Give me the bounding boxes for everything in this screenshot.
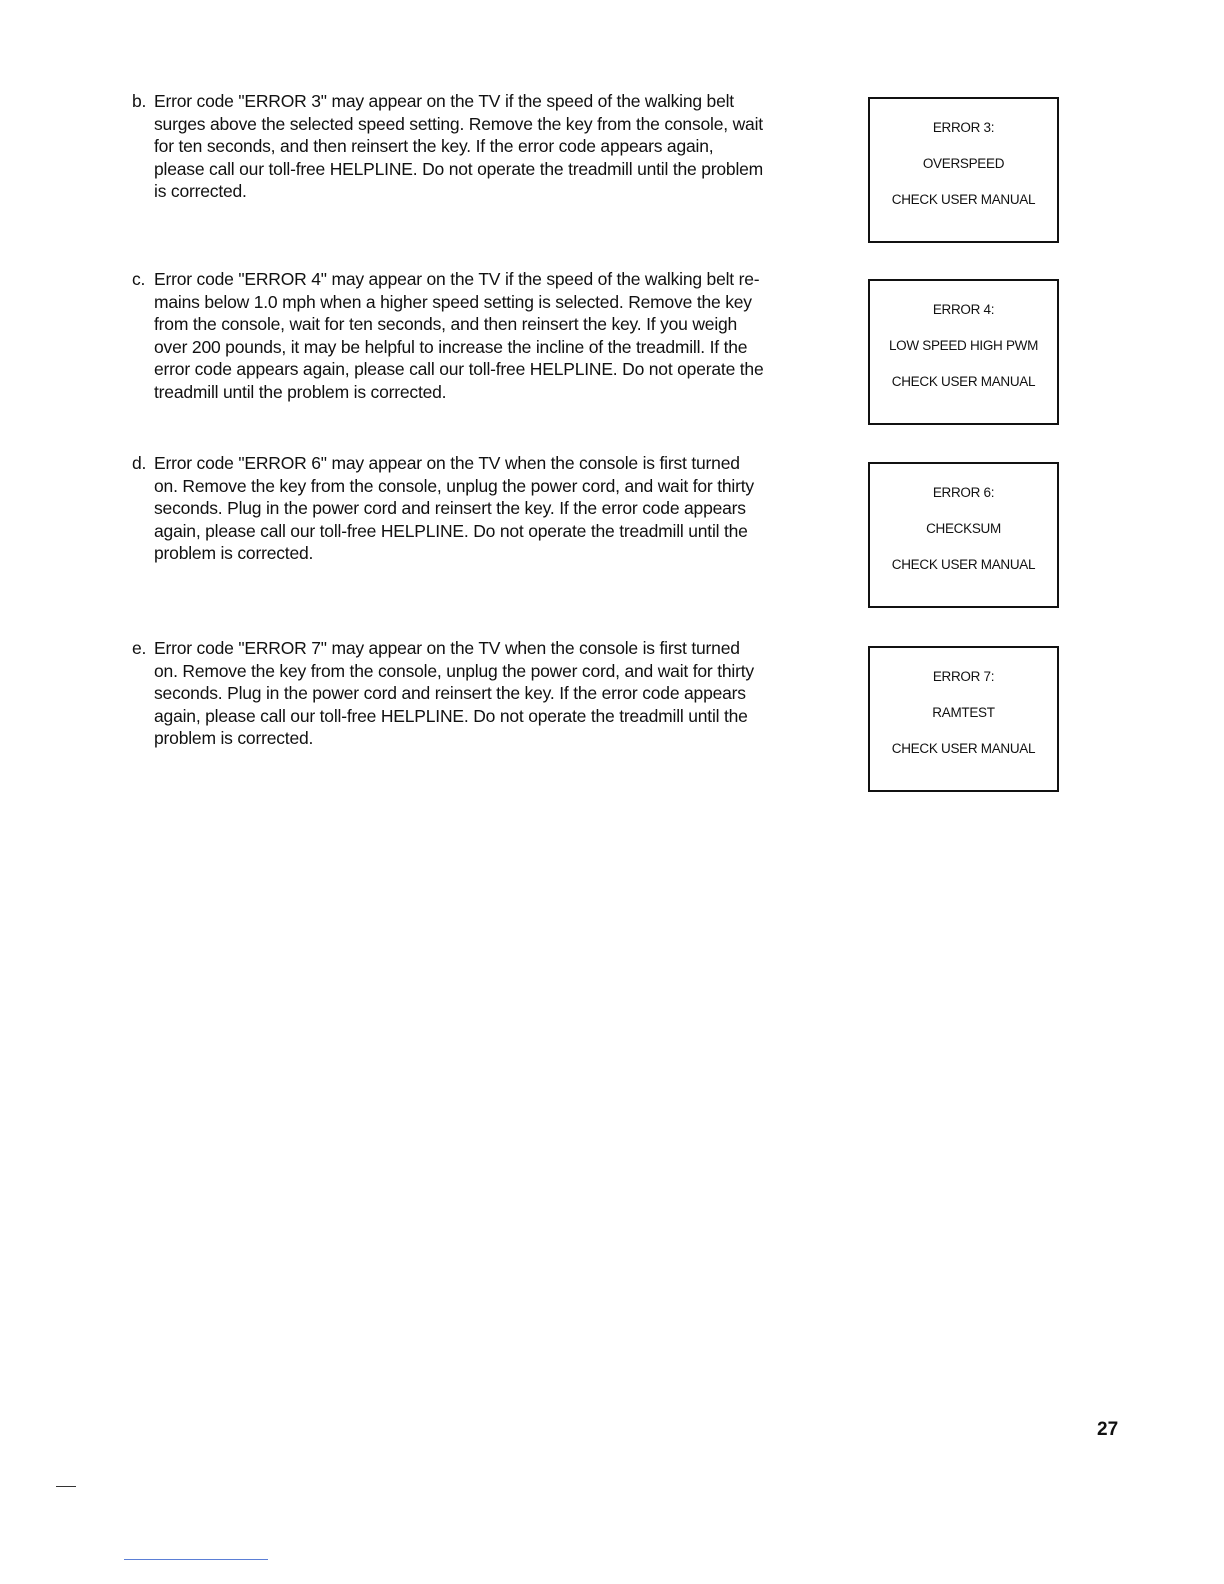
error-instruction: CHECK USER MANUAL: [891, 374, 1036, 389]
error-display-box: [868, 97, 1059, 243]
troubleshooting-item-b: [132, 90, 842, 203]
error-code-label: ERROR 3:: [932, 120, 995, 135]
error-description: CHECKSUM: [926, 521, 1001, 536]
troubleshooting-item-d: [132, 452, 842, 565]
item-marker: c.: [132, 269, 146, 289]
bottom-rule: [124, 1559, 268, 1560]
error-instruction: CHECK USER MANUAL: [891, 741, 1036, 756]
item-marker: e.: [132, 638, 147, 658]
item-paragraph: Error code "ERROR 4" may appear on the TV if the speed of the walking belt re- mains below 1.0 mph when a higher speed setting is selected. Remove the key from the console, wait for ten seconds, and then reinsert the key. If you weigh over 200 pounds, it may be helpful to increase the incline of the treadmill. If the error code appears again, please call our toll-free HELPLINE. Do not operate the treadmill until the problem is corrected.: [154, 269, 764, 402]
troubleshooting-item-e: [132, 637, 842, 750]
troubleshooting-item-c: [132, 268, 842, 404]
item-paragraph: Error code "ERROR 6" may appear on the TV when the console is first turned on. Remove the key from the console, unplug the power cord, and wait for thirty seconds. Plug in the power cord and reinsert the key. If the error code appears again, please call our toll-free HELPLINE. Do not operate the treadmill until the problem is corrected.: [154, 453, 754, 564]
error-code-label: ERROR 7:: [932, 669, 995, 684]
page-number: 27: [1097, 1419, 1119, 1440]
error-instruction: CHECK USER MANUAL: [891, 557, 1036, 572]
error-instruction: CHECK USER MANUAL: [891, 192, 1036, 207]
error-description: RAMTEST: [932, 705, 995, 720]
error-display-box: [868, 646, 1059, 792]
scan-mark: [56, 1486, 76, 1487]
error-code-label: ERROR 6:: [932, 485, 995, 500]
item-marker: b.: [132, 91, 147, 111]
error-description: OVERSPEED: [922, 156, 1005, 171]
item-paragraph: Error code "ERROR 7" may appear on the TV when the console is first turned on. Remove the key from the console, unplug the power cord, and wait for thirty seconds. Plug in the power cord and reinsert the key. If the error code appears again, please call our toll-free HELPLINE. Do not operate the treadmill until the problem is corrected.: [154, 638, 754, 749]
error-code-label: ERROR 4:: [932, 302, 995, 317]
error-description: LOW SPEED HIGH PWM: [888, 338, 1039, 353]
item-paragraph: Error code "ERROR 3" may appear on the TV if the speed of the walking belt surges above the selected speed setting. Remove the key from the console, wait for ten seconds, and then reinsert the key. If the error code appears again, please call our toll-free HELPLINE. Do not operate the treadmill until the problem is corrected.: [154, 91, 764, 202]
item-marker: d.: [132, 453, 147, 473]
error-display-box: [868, 279, 1059, 425]
error-display-box: [868, 462, 1059, 608]
